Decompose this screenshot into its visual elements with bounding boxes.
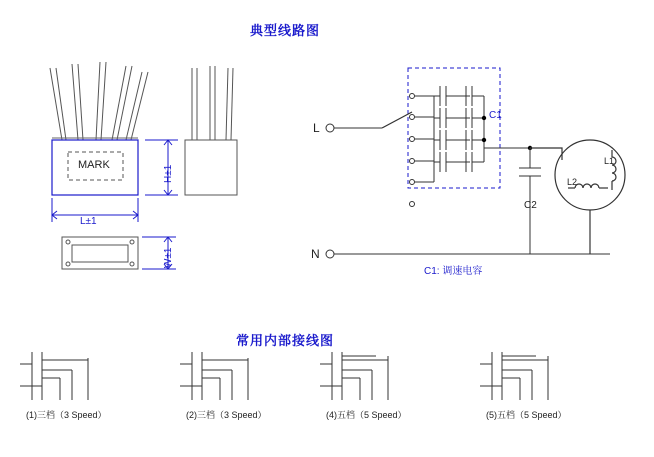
wiring-diagram-1 (20, 352, 88, 400)
wiring-diagram-5 (480, 352, 548, 400)
coil-L1-label: L1 (604, 156, 615, 166)
coil-L2-label: L2 (567, 177, 578, 187)
mark-label: MARK (78, 159, 110, 171)
page-title-top: 典型线路图 (250, 23, 321, 38)
wiring-caption-5: (5)五档（5 Speed） (486, 410, 567, 420)
wiring-caption-4: (4)五档（5 Speed） (326, 410, 407, 420)
capacitor-C1-label: C1 (489, 110, 502, 121)
wiring-caption-1: (1)三档（3 Speed） (26, 410, 107, 420)
page-title-bottom: 常用内部接线图 (236, 333, 335, 348)
wiring-diagram-4 (320, 352, 388, 400)
wiring-diagram-2 (180, 352, 248, 400)
wiring-caption-2: (2)三档（3 Speed） (186, 410, 267, 420)
terminal-L-label: L (313, 121, 320, 135)
dim-width-label: W±1 (163, 247, 174, 268)
circuit-note: C1: 调速电容 (424, 266, 483, 277)
dim-length-label: L±1 (80, 216, 97, 227)
capacitor-C2-label: C2 (524, 200, 537, 211)
dim-height-label: H±1 (163, 164, 174, 183)
terminal-N-label: N (311, 247, 320, 261)
